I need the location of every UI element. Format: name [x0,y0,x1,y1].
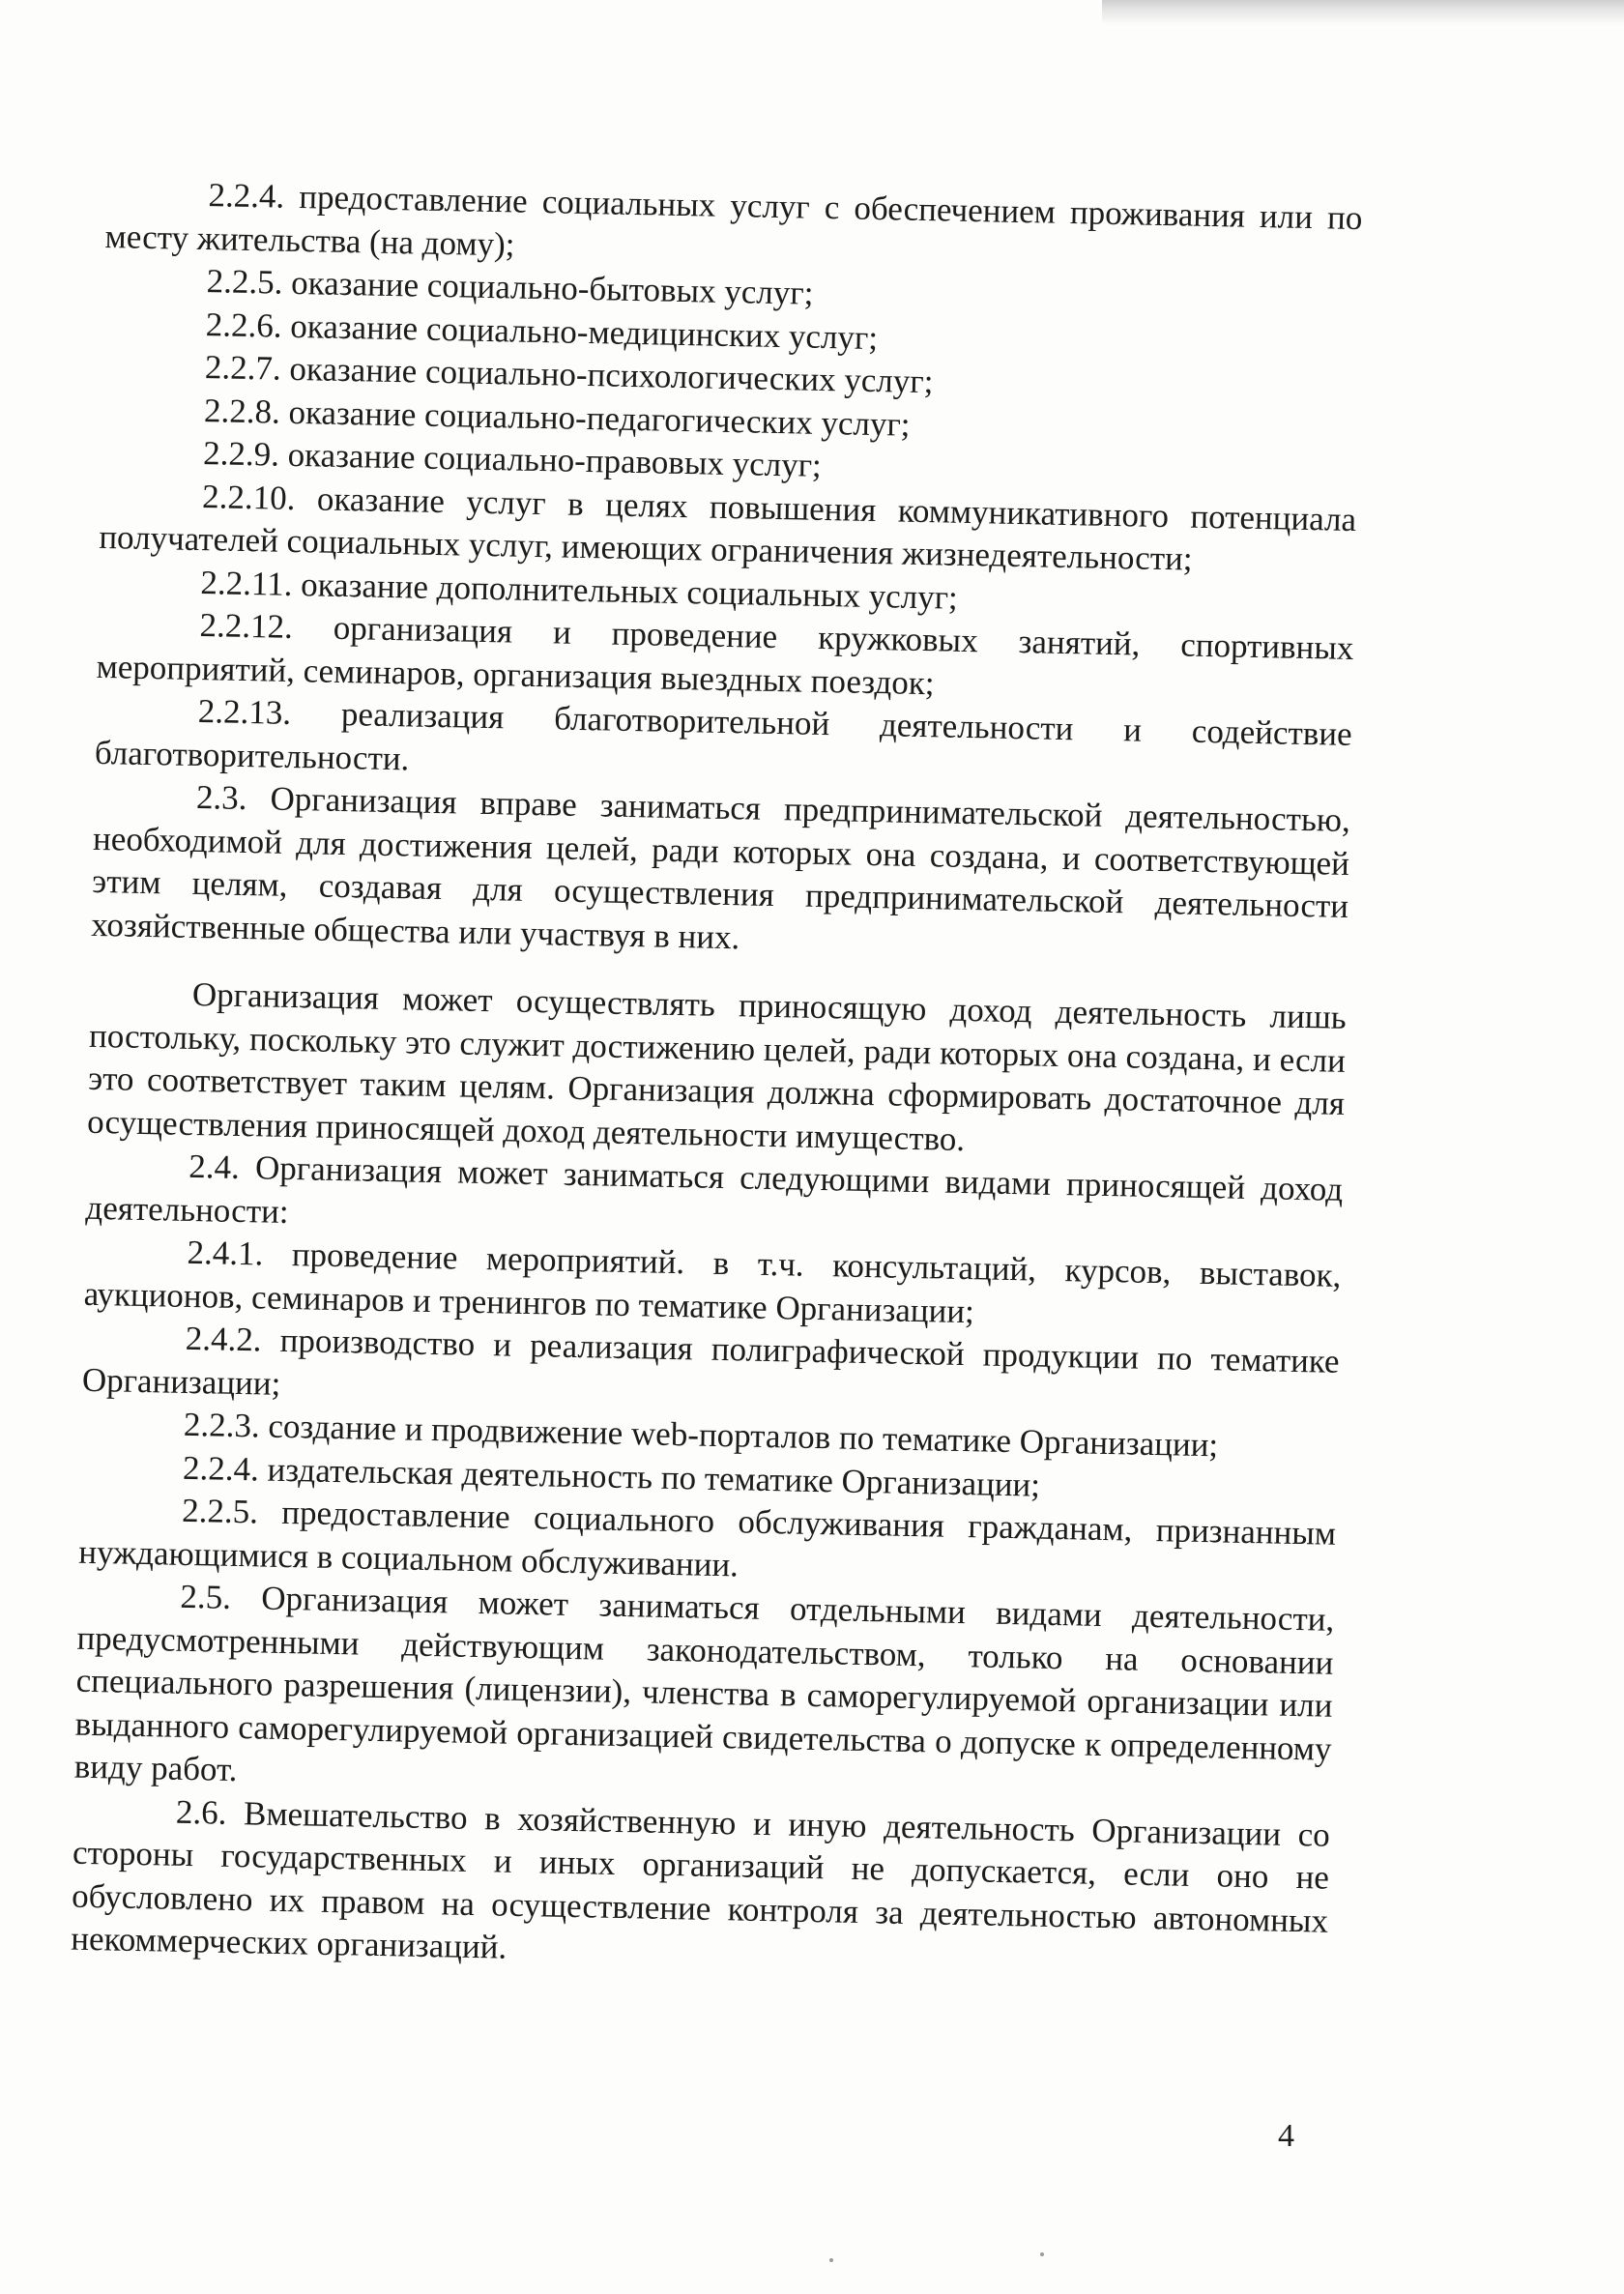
clause-2-2-9: 2.2.9. оказание социально-правовых услуг; [202,434,823,484]
clause-2-2-8: 2.2.8. оказание социально-педагогических услуг; [203,391,911,444]
clause-2-2-5-social: 2.2.5. предоставление социального обслуживания гражданам, признанным нуждающимися в социальном обслуживании. [77,1491,1337,1583]
clause-2-3: 2.3. Организация вправе заниматься предпринимательской деятельностью, необходимой для достижения целей, ради которых она создана, и соответствующей этим целям, создавая для осуществления предпринимательской деятельности хозяйственные общества или участвуя в них. [90,778,1351,956]
clause-2-2-4: 2.2.4. предоставление социальных услуг с обеспечением проживания или по месту жительства (на дому); [104,176,1363,263]
clause-2-2-4-publishing: 2.2.4. издательская деятельность по тематике Организации; [182,1448,1041,1504]
clause-2-2-7: 2.2.7. оказание социально-психологических услуг; [204,348,934,401]
clause-2-2-11: 2.2.11. оказание дополнительных социальных услуг; [200,563,959,617]
clause-2-2-12: 2.2.12. организация и проведение кружковых занятий, спортивных мероприятий, семинаров, организация выездных поездок; [96,606,1354,702]
clause-2-2-3-web: 2.2.3. создание и продвижение web-порталов по тематике Организации; [183,1405,1219,1465]
clause-2-2-6: 2.2.6. оказание социально-медицинских услуг; [205,305,879,357]
scan-speck [1040,2252,1044,2256]
clause-2-4-1: 2.4.1. проведение мероприятий. в т.ч. консультаций, курсов, выставок, аукционов, семинаров и тренингов по тематике Организации; [83,1233,1342,1330]
scan-speck [829,2258,833,2262]
clause-2-3-income: Организация может осуществлять приносящую доход деятельность лишь постольку, поскольку это служит достижению целей, ради которых она создана, и если это соответствует таким целям. Организация должна сформировать достаточное для осуществления приносящей доход деятельности имущество. [86,974,1348,1158]
clause-2-2-10: 2.2.10. оказание услуг в целях повышения коммуникативного потенциала получателей социальных услуг, имеющих ограничения жизнедеятельности; [99,477,1357,578]
clause-2-4: 2.4. Организация может заниматься следующими видами приносящей доход деятельности: [85,1147,1344,1231]
clause-2-2-13: 2.2.13. реализация благотворительной деятельности и содействие благотворительности. [94,692,1352,777]
clause-2-4-2: 2.4.2. производство и реализация полиграфической продукции по тематике Организации; [81,1319,1340,1403]
clause-2-6: 2.6. Вмешательство в хозяйственную и иную деятельность Организации со стороны государственных и иных организаций не допускается, если оно не обусловлено их правом на осуществление контроля за деятельностью автономных некоммерческих организаций. [70,1792,1331,1966]
document-body [71,172,1363,1986]
clause-2-5: 2.5. Организация может заниматься отдельными видами деятельности, предусмотренными действующим законодательством, только на основании специального разрешения (лицензии), членства в саморегулируемой организации или выданного саморегулируемой организацией свидетельства о допуске к определенному виду работ. [73,1577,1335,1789]
clause-2-2-5: 2.2.5. оказание социально-бытовых услуг; [206,262,814,312]
scan-edge-shadow [1102,0,1624,25]
page-number: 4 [1278,2118,1294,2154]
